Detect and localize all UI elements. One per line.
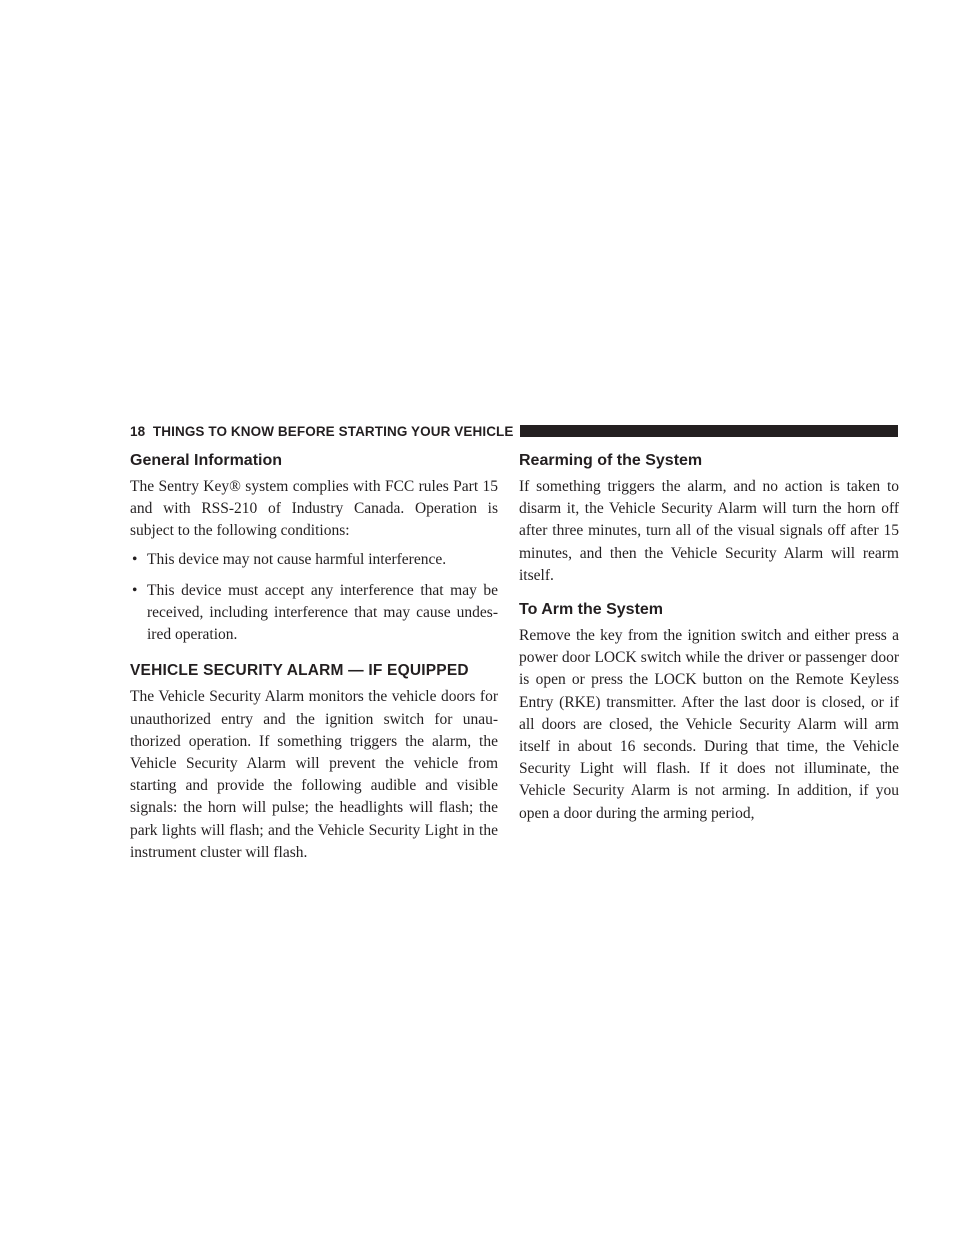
arm-system-heading: To Arm the System	[519, 601, 664, 619]
list-item-text: This device may not cause harmful interference.	[147, 550, 447, 568]
rearming-heading: Rearming of the System	[519, 452, 703, 469]
general-information-heading: General Information	[130, 452, 283, 469]
security-alarm-heading: VEHICLE SECURITY ALARM — IF EQUIPPED	[130, 662, 469, 680]
page-header-text	[130, 424, 514, 439]
left-column	[130, 450, 498, 864]
bullet-icon: •	[132, 581, 138, 599]
bullet-icon: •	[132, 550, 138, 568]
rearming-body: If something triggers the alarm, and no action is taken to disarm it, the Vehicle Security Alarm will turn the horn off after three minutes, turn all of the visual signals off after 15 minutes, and then the Vehicle Security Alarm will rearm itself.	[519, 478, 899, 584]
page-header	[130, 420, 898, 442]
security-alarm-body: The Vehicle Security Alarm monitors the vehicle doors for unauthorized entry and the ignition switch for unau-thorized operation. If something triggers the alarm, the Vehicle Security Alarm will prevent the vehicle from starting and provide the following audible and visible signals: the horn will pulse; the headlights will flash; the park lights will flash; and the Vehicle Security Light in the instrument cluster will flash.	[130, 688, 498, 861]
conditions-list	[130, 549, 498, 647]
header-rule-bar	[520, 425, 899, 437]
arm-system-body: Remove the key from the ignition switch and either press a power door LOCK switch while the driver or passenger door is open or press the LOCK button on the Remote Keyless Entry (RKE) transmitter. After the last door is closed, or if all doors are closed, the Vehicle Security Alarm will arm itself in about 16 seconds. During that time, the Vehicle Security Light will flash. If it does not illuminate, the Vehicle Security Alarm is not arming. In addition, if you open a door during the arming period,	[519, 627, 899, 822]
right-column	[519, 450, 899, 825]
list-item	[130, 549, 498, 571]
chapter-title: THINGS TO KNOW BEFORE STARTING YOUR VEHICLE	[152, 423, 514, 439]
list-item	[130, 580, 498, 647]
list-item-text: This device must accept any interference that may be received, including interference that may cause undes-ired operation.	[147, 581, 498, 644]
page-number: 18	[130, 423, 146, 439]
general-information-intro: The Sentry Key® system complies with FCC rules Part 15 and with RSS-210 of Industry Canada. Operation is subject to the following conditions:	[130, 478, 498, 540]
